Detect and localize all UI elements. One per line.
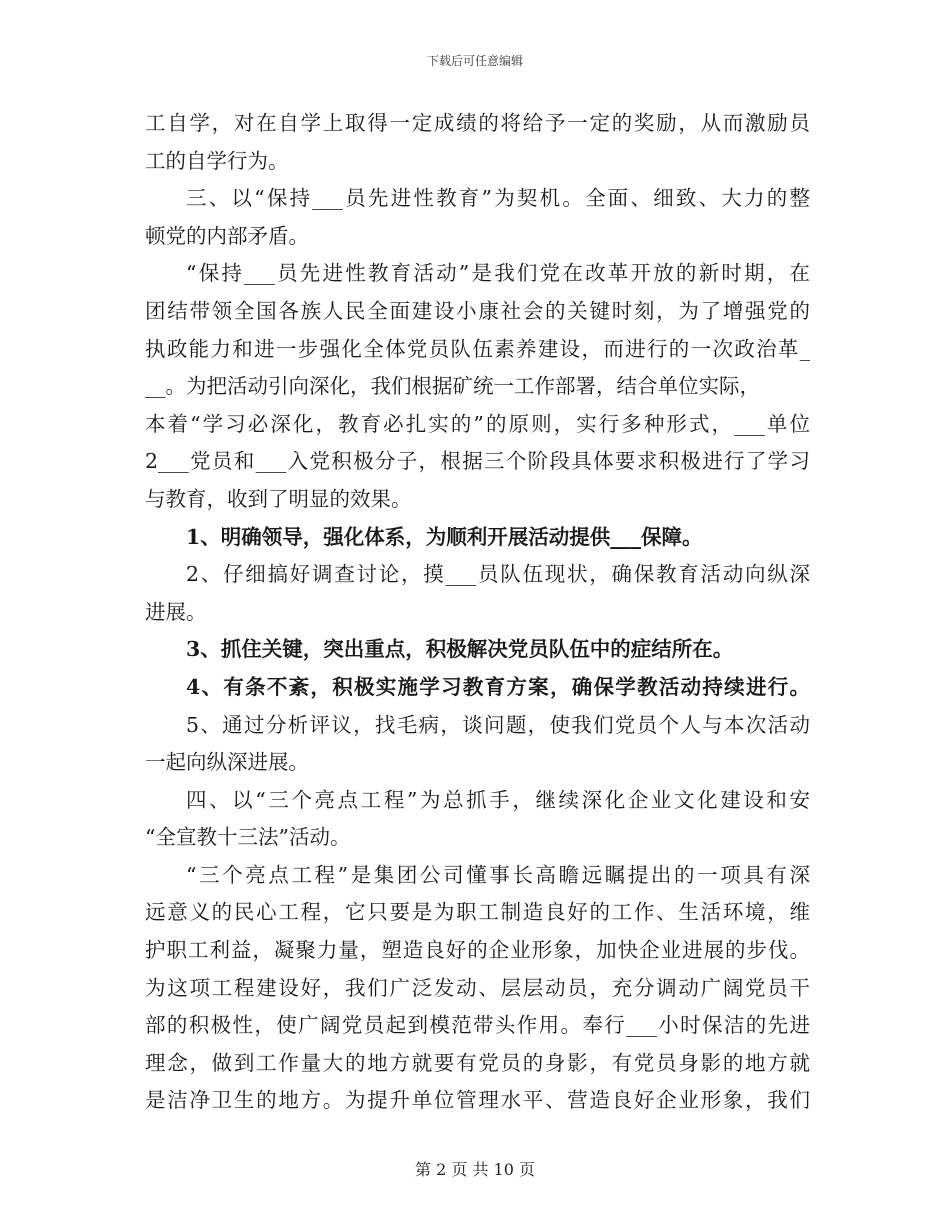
text-line: 为这项工程建设好，我们广泛发动、层层动员，充分调动广阔党员干 — [145, 975, 810, 1000]
text-line: 进展。 — [145, 599, 207, 624]
text-line: “三个亮点工程”是集团公司懂事长高瞻远瞩提出的一项具有深 — [186, 862, 810, 887]
text-line: 工的自学行为。 — [145, 148, 289, 173]
text-line: __。为把活动引向深化，我们根据矿统一工作部署，结合单位实际， — [145, 374, 760, 399]
text-line: 四、以“三个亮点工程”为总抓手，继续深化企业文化建设和安 — [186, 787, 810, 812]
text-line: 是洁净卫生的地方。为提升单位管理水平、营造良好企业形象，我们 — [145, 1088, 810, 1113]
text-line: 工自学，对在自学上取得一定成绩的将给予一定的奖励，从而激励员 — [145, 111, 810, 135]
text-line: 2___党员和___入党积极分子，根据三个阶段具体要求积极进行了学习 — [145, 449, 810, 474]
text-line: 理念，做到工作量大的地方就要有党员的身影，有党员身影的地方就 — [145, 1050, 810, 1075]
text-line: 本着“学习必深化，教育必扎实的”的原则，实行多种形式，___单位 — [145, 411, 810, 436]
text-line: 1、明确领导，强化体系，为顺利开展活动提供___保障。 — [186, 524, 703, 549]
document-body — [145, 105, 810, 1120]
text-line: 护职工利益，凝聚力量，塑造良好的企业形象，加快企业进展的步伐。 — [145, 938, 810, 963]
text-line: 与教育，收到了明显的效果。 — [145, 486, 412, 511]
text-line: 一起向纵深进展。 — [145, 750, 309, 775]
page-header-note: 下载后可任意编辑 — [426, 54, 523, 68]
text-line: 部的积极性，使广阔党员起到模范带头作用。奉行___小时保洁的先进 — [145, 1013, 810, 1038]
text-line: “全宣教十三法”活动。 — [145, 825, 351, 850]
text-line: 2、仔细搞好调查讨论，摸___员队伍现状，确保教育活动向纵深 — [186, 562, 810, 587]
text-line: 4、有条不紊，积极实施学习教育方案，确保学教活动持续进行。 — [186, 674, 810, 699]
text-line: “保持___员先进性教育活动”是我们党在改革开放的新时期，在 — [186, 261, 810, 286]
text-line: 顿党的内部矛盾。 — [145, 223, 309, 248]
text-line: 3、抓住关键，突出重点，积极解决党员队伍中的症结所在。 — [186, 637, 734, 662]
page-footer-number: 第 2 页 共 10 页 — [415, 1160, 535, 1179]
text-line: 远意义的民心工程，它只要是为职工制造良好的工作、生活环境，维 — [145, 900, 810, 925]
text-line: 三、以“保持___员先进性教育”为契机。全面、细致、大力的整 — [186, 186, 810, 211]
text-line: 执政能力和进一步强化全体党员队伍素养建设，而进行的一次政治革_ — [145, 336, 810, 361]
text-line: 5、通过分析评议，找毛病，谈问题，使我们党员个人与本次活动 — [186, 712, 810, 737]
text-line: 团结带领全国各族人民全面建设小康社会的关键时刻，为了增强党的 — [145, 298, 810, 323]
